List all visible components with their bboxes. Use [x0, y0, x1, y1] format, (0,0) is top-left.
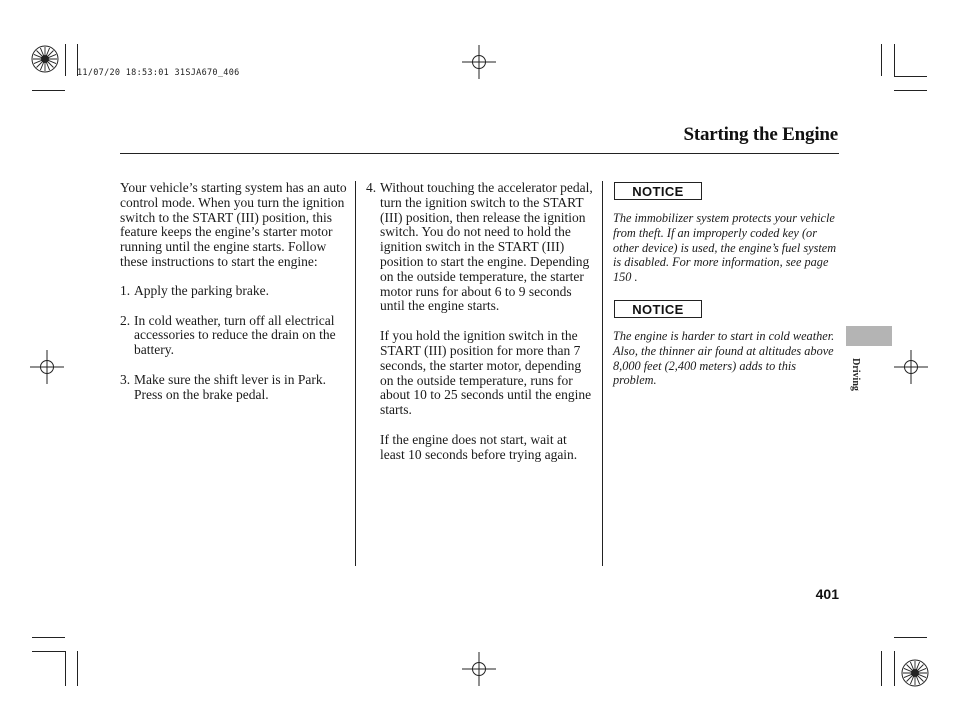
intro-paragraph: Your vehicle’s starting system has an auto control mode. When you turn the ignition switch to the START (III) position, this feature keeps the engine’s starter motor running until the engine starts. Follow these instructions to start the engine:	[120, 180, 347, 269]
notice-text-immobilizer: The immobilizer system protects your vehicle from theft. If an improperly coded key (or other device) is used, the engine’s fuel system is disabled. For more information, see page 150 .	[613, 211, 837, 285]
crop-mark	[32, 90, 65, 91]
notice-text-cold-weather: The engine is harder to start in cold weather. Also, the thinner air found at altitudes above 8,000 feet (2,400 meters) adds to this problem.	[613, 329, 835, 388]
column-2	[366, 181, 594, 463]
step-3	[120, 373, 348, 403]
notice-label: NOTICE	[632, 301, 684, 317]
step-number: 2.	[120, 312, 131, 328]
notice-label: NOTICE	[632, 183, 684, 199]
crop-mark	[881, 44, 882, 76]
column-1	[120, 181, 348, 403]
crop-mark	[32, 637, 65, 638]
column-divider	[355, 181, 356, 566]
registration-crosshair-icon	[462, 45, 496, 79]
crop-mark	[894, 651, 895, 686]
step-1	[120, 284, 348, 299]
crop-mark	[32, 651, 65, 652]
registration-crosshair-icon	[894, 350, 928, 384]
step-text: Without touching the accelerator pedal, turn the ignition switch to the START (III) position, then release the ignition switch. You do not need to hold the ignition switch in the START (III) position to start the engine. Depending on the outside temperature, the starter motor runs for about 6 to 9 seconds until the engine starts.	[380, 180, 593, 314]
step-2	[120, 314, 348, 358]
registration-sunburst-icon	[30, 44, 60, 74]
step-4	[366, 181, 594, 314]
header-rule	[120, 153, 839, 154]
paragraph-hold-switch: If you hold the ignition switch in the START (III) position for more than 7 seconds, the starter motor, depending on the outside temperature, runs for about 10 to 25 seconds until the engine starts.	[380, 328, 592, 418]
crop-mark	[894, 637, 927, 638]
page-number: 401	[815, 586, 839, 602]
section-tab-text: Driving	[849, 357, 861, 391]
registration-crosshair-icon	[30, 350, 64, 384]
column-divider	[602, 181, 603, 566]
step-text: In cold weather, turn off all electrical accessories to reduce the drain on the battery.	[134, 312, 336, 358]
print-stamp: 11/07/20 18:53:01 31SJA670_406	[77, 68, 240, 78]
crop-mark	[65, 651, 66, 686]
paragraph-engine-not-start: If the engine does not start, wait at least 10 seconds before trying again.	[380, 431, 578, 462]
crop-mark	[77, 651, 78, 686]
step-number: 4.	[366, 180, 377, 195]
crop-mark	[894, 44, 895, 76]
step-text: Apply the parking brake.	[134, 282, 269, 298]
step-text: Make sure the shift lever is in Park. Press on the brake pedal.	[134, 371, 326, 402]
crop-mark	[881, 651, 882, 686]
notice-label-box	[614, 300, 702, 318]
section-tab	[846, 326, 892, 346]
section-title: Starting the Engine	[683, 124, 838, 145]
step-number: 3.	[120, 371, 131, 387]
section-tab-label	[845, 352, 865, 396]
step-number: 1.	[120, 282, 131, 298]
crop-mark	[894, 90, 927, 91]
registration-sunburst-icon	[900, 658, 930, 688]
notice-label-box	[614, 182, 702, 200]
registration-crosshair-icon	[462, 652, 496, 686]
crop-mark	[65, 44, 66, 76]
crop-mark	[894, 76, 927, 77]
